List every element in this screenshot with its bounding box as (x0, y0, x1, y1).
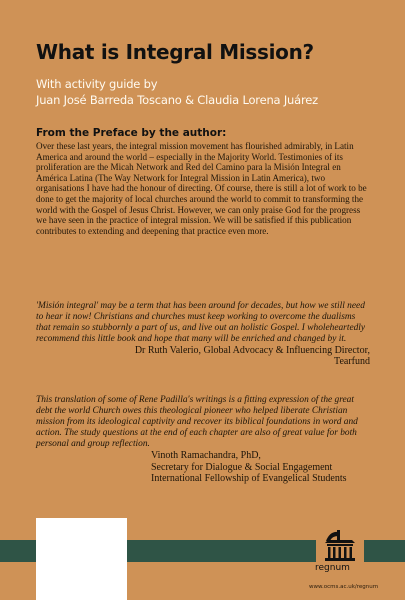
book-title: What is Integral Mission? (36, 40, 314, 64)
endorsement-ramachandra-byline-3: International Fellowship of Evangelical Students (151, 473, 347, 484)
endorsement-valerio-byline-1: Dr Ruth Valerio, Global Advocacy & Influencing Director, (134, 345, 370, 356)
endorsement-valerio-byline-2: Tearfund (334, 356, 370, 367)
publisher-url: www.ocms.ac.uk/regnum (309, 584, 379, 590)
activity-guide-credit (36, 76, 318, 108)
barcode-area (36, 518, 127, 600)
activity-guide-authors: Juan José Barreda Toscano & Claudia Lorena Juárez (36, 93, 318, 107)
activity-guide-label: With activity guide by (36, 77, 158, 91)
preface-text: Over these last years, the integral mission movement has flourished admirably, in Latin America and around the world – especially in the Majority World. Testimonies of its proliferation are the Micah Network and Red del Camino para la Misión Integral en América Latina (The Way Network for Integral Mission in Latin America), two organisations I have had the honour of directing. Of course, there is still a lot of work to be done to get the majority of local churches around the world to commit to transforming the world with the Gospel of Jesus Christ. However, we can only praise God for the progress we have seen in the practice of integral mission. We will be satisfied if this publication contributes to extending and deepening that practice even more. (36, 141, 367, 236)
preface-heading: From the Preface by the author: (36, 127, 227, 139)
publisher-name: regnum (315, 563, 350, 573)
endorsement-valerio-text: 'Misión integral' may be a term that has been around for decades, but how we still need to hear it now! Christians and churches must keep working to overcome the dualisms that remain so stubbornly a part of us, and live out an holistic Gospel. I wholeheartedly recommend this little book and hope that many will be enriched and changed by it. (36, 301, 366, 344)
endorsement-valerio (36, 301, 370, 367)
endorsement-ramachandra-byline-2: Secretary for Dialogue & Social Engagement (151, 461, 333, 473)
endorsement-ramachandra (36, 395, 370, 485)
endorsement-ramachandra-byline-1: Vinoth Ramachandra, PhD, (151, 450, 261, 461)
endorsement-ramachandra-text: This translation of some of Rene Padilla's writings is a fitting expression of the great debt the world Church owes this theological pioneer who helped liberate Christian mission from its ideological captivity and recover its biblical foundations in word and action. The study questions at the end of each chapter are also of great value for both personal and group reflection. (36, 395, 358, 449)
